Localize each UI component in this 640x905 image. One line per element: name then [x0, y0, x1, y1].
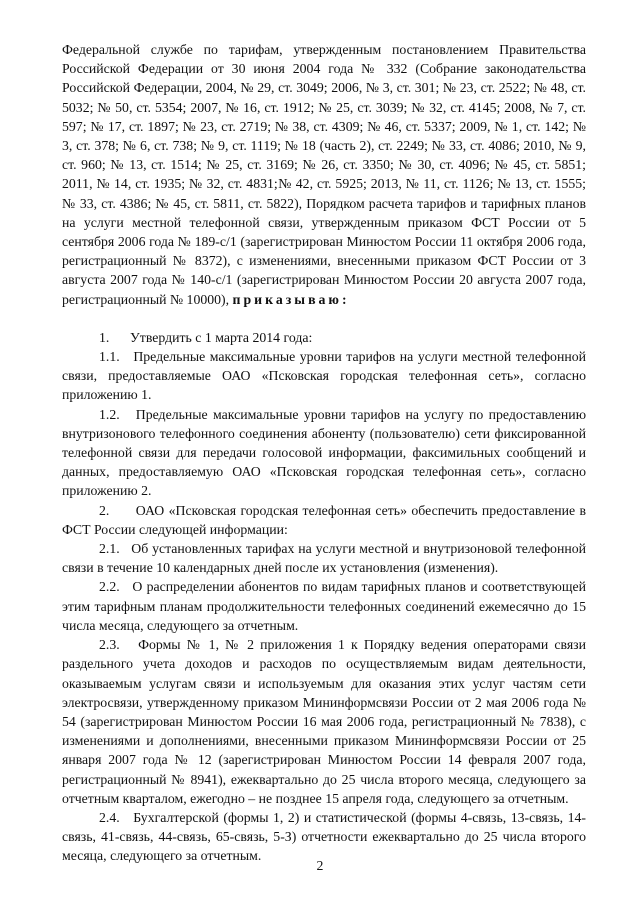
clause-2: 2. ОАО «Псковская городская телефонная сеть» обеспечить предоставление в ФСТ России следующей информации:	[62, 502, 586, 537]
clause-1: 1. Утвердить с 1 марта 2014 года:	[99, 329, 313, 345]
page-number: 2	[316, 858, 324, 873]
intro-text: Федеральной службе по тарифам, утвержденным постановлением Правительства Российской Федерации от 30 июня 2004 года № 332 (Собрание законодательства Российской Федерации, 2004, № 29, ст. 3049; 2006, № 3, ст. 301; № 23, ст. 2522; № 48, ст. 5032; № 50, ст. 5354; 2007, № 16, ст. 1912; № 25, ст. 3039; № 32, ст. 4145; 2008, № 7, ст. 597; № 17, ст. 1897; № 23, ст. 2719; № 38, ст. 4309; № 46, ст. 5337; 2009, № 1, ст. 142; № 3, ст. 378; № 6, ст. 738; № 9, ст. 1119; № 18 (часть 2), ст. 2249; № 33, ст. 4086; 2010, № 9, ст. 960; № 13, ст. 1514; № 25, ст. 3169; № 26, ст. 3350; № 30, ст. 4096; № 45, ст. 5851; 2011, № 14, ст. 1935; № 32, ст. 4831;№ 42, ст. 5925; 2013, № 11, ст. 1126; № 13, ст. 1555; № 33, ст. 4386; № 45, ст. 5811, ст. 5822), Порядком расчета тарифов и тарифных планов на услуги местной телефонной связи, утвержденным приказом ФСТ России от 5 сентября 2006 года № 189-с/1 (зарегистрирован Минюстом России 11 октября 2006 года, регистрационный № 8372), с изменениями, внесенными приказом ФСТ России от 3 августа 2007 года № 140-с/1 (зарегистрирован Минюстом России 20 августа 2007 года, регистрационный № 10000),	[62, 42, 586, 307]
document-page	[62, 40, 586, 866]
intro-paragraph	[62, 40, 586, 309]
clause-1-2: 1.2. Предельные максимальные уровни тарифов на услугу по предоставлению внутризонового телефонного соединения абоненту (пользователю) сети фиксированной телефонной связи для передачи голосовой информации, факсимильных сообщений и данных, предоставляемую ОАО «Псковская городская телефонная сеть», согласно приложению 2.	[62, 406, 586, 499]
clause-2-4: 2.4. Бухгалтерской (формы 1, 2) и статистической (формы 4-связь, 13-связь, 14-связь, 41-связь, 44-связь, 65-связь, 5-З) отчетности ежеквартально до 25 числа второго месяца, следующего за отчетным.	[62, 809, 586, 864]
order-word: приказываю:	[232, 291, 350, 307]
clause-2-3: 2.3. Формы № 1, № 2 приложения 1 к Порядку ведения операторами связи раздельного учета доходов и расходов по осуществляемым видам деятельности, оказываемым услугам связи и используемым для оказания этих услуг частям сети электросвязи, утвержденному приказом Мининформсвязи России от 2 мая 2006 года № 54 (зарегистрирован Минюстом России 16 мая 2006 года, регистрационный № 7838), с изменениями и дополнениями, внесенными приказом Мининформсвязи России от 25 января 2007 года № 12 (зарегистрирован Минюстом России 14 февраля 2007 года, регистрационный № 8941), ежеквартально до 25 числа второго месяца, следующего за отчетным кварталом, ежегодно – не позднее 15 апреля года, следующего за отчетным.	[62, 637, 586, 806]
clause-2-1: 2.1. Об установленных тарифах на услуги местной и внутризоновой телефонной связи в течение 10 календарных дней после их установления (изменения).	[62, 541, 586, 576]
clause-1-1: 1.1. Предельные максимальные уровни тарифов на услуги местной телефонной связи, предоставляемые ОАО «Псковская городская телефонная сеть», согласно приложению 1.	[62, 349, 586, 403]
clause-2-2: 2.2. О распределении абонентов по видам тарифных планов и соответствующей этим тарифным планам продолжительности телефонных соединений ежемесячно до 15 числа месяца, следующего за отчетным.	[62, 579, 586, 633]
